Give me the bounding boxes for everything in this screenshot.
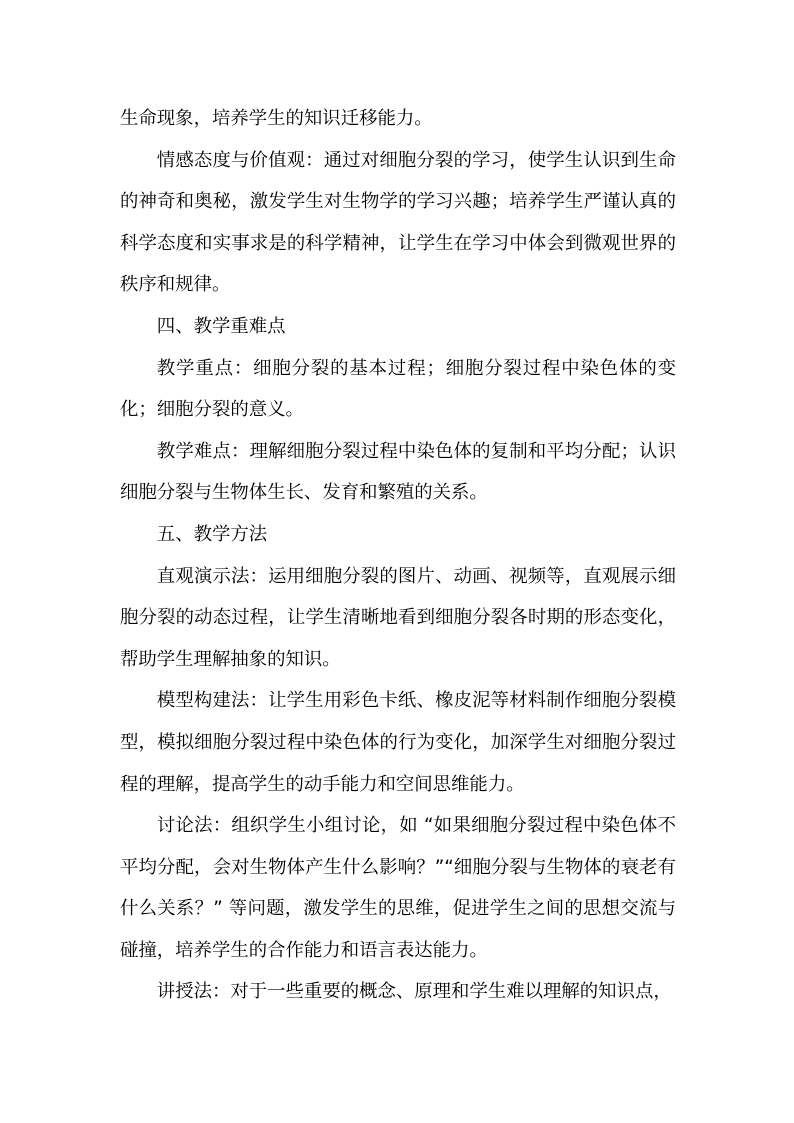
document-body — [120, 98, 676, 1013]
section-heading: 四、教学重难点 — [156, 315, 286, 337]
paragraph: 生命现象，培养学生的知识迁移能力。 — [120, 108, 433, 129]
paragraph: 讨论法：组织学生小组讨论，如 “如果细胞分裂过程中染色体不平均分配，会对生物体产生什么影响？”“细胞分裂与生物体的衰老有什么关系？” 等问题，激发学生的思维，促进学生之间的思想交流与碰撞，培养学生的合作能力和语言表达能力。 — [120, 815, 676, 961]
paragraph: 教学重点：细胞分裂的基本过程；细胞分裂过程中染色体的变化；细胞分裂的意义。 — [120, 357, 676, 421]
section-heading: 五、教学方法 — [156, 523, 268, 545]
paragraph: 讲授法：对于一些重要的概念、原理和学生难以理解的知识点， — [156, 981, 672, 1003]
paragraph: 模型构建法：让学生用彩色卡纸、橡皮泥等材料制作细胞分裂模型，模拟细胞分裂过程中染色体的行为变化，加深学生对细胞分裂过程的理解，提高学生的动手能力和空间思维能力。 — [120, 690, 676, 795]
paragraph: 情感态度与价值观：通过对细胞分裂的学习，使学生认识到生命的神奇和奥秘，激发学生对生物学的学习兴趣；培养学生严谨认真的科学态度和实事求是的科学精神，让学生在学习中体会到微观世界的秩序和规律。 — [120, 149, 676, 296]
paragraph: 教学难点：理解细胞分裂过程中染色体的复制和平均分配；认识细胞分裂与生物体生长、发育和繁殖的关系。 — [120, 440, 676, 504]
paragraph: 直观演示法：运用细胞分裂的图片、动画、视频等，直观展示细胞分裂的动态过程，让学生清晰地看到细胞分裂各时期的形态变化，帮助学生理解抽象的知识。 — [120, 565, 676, 670]
